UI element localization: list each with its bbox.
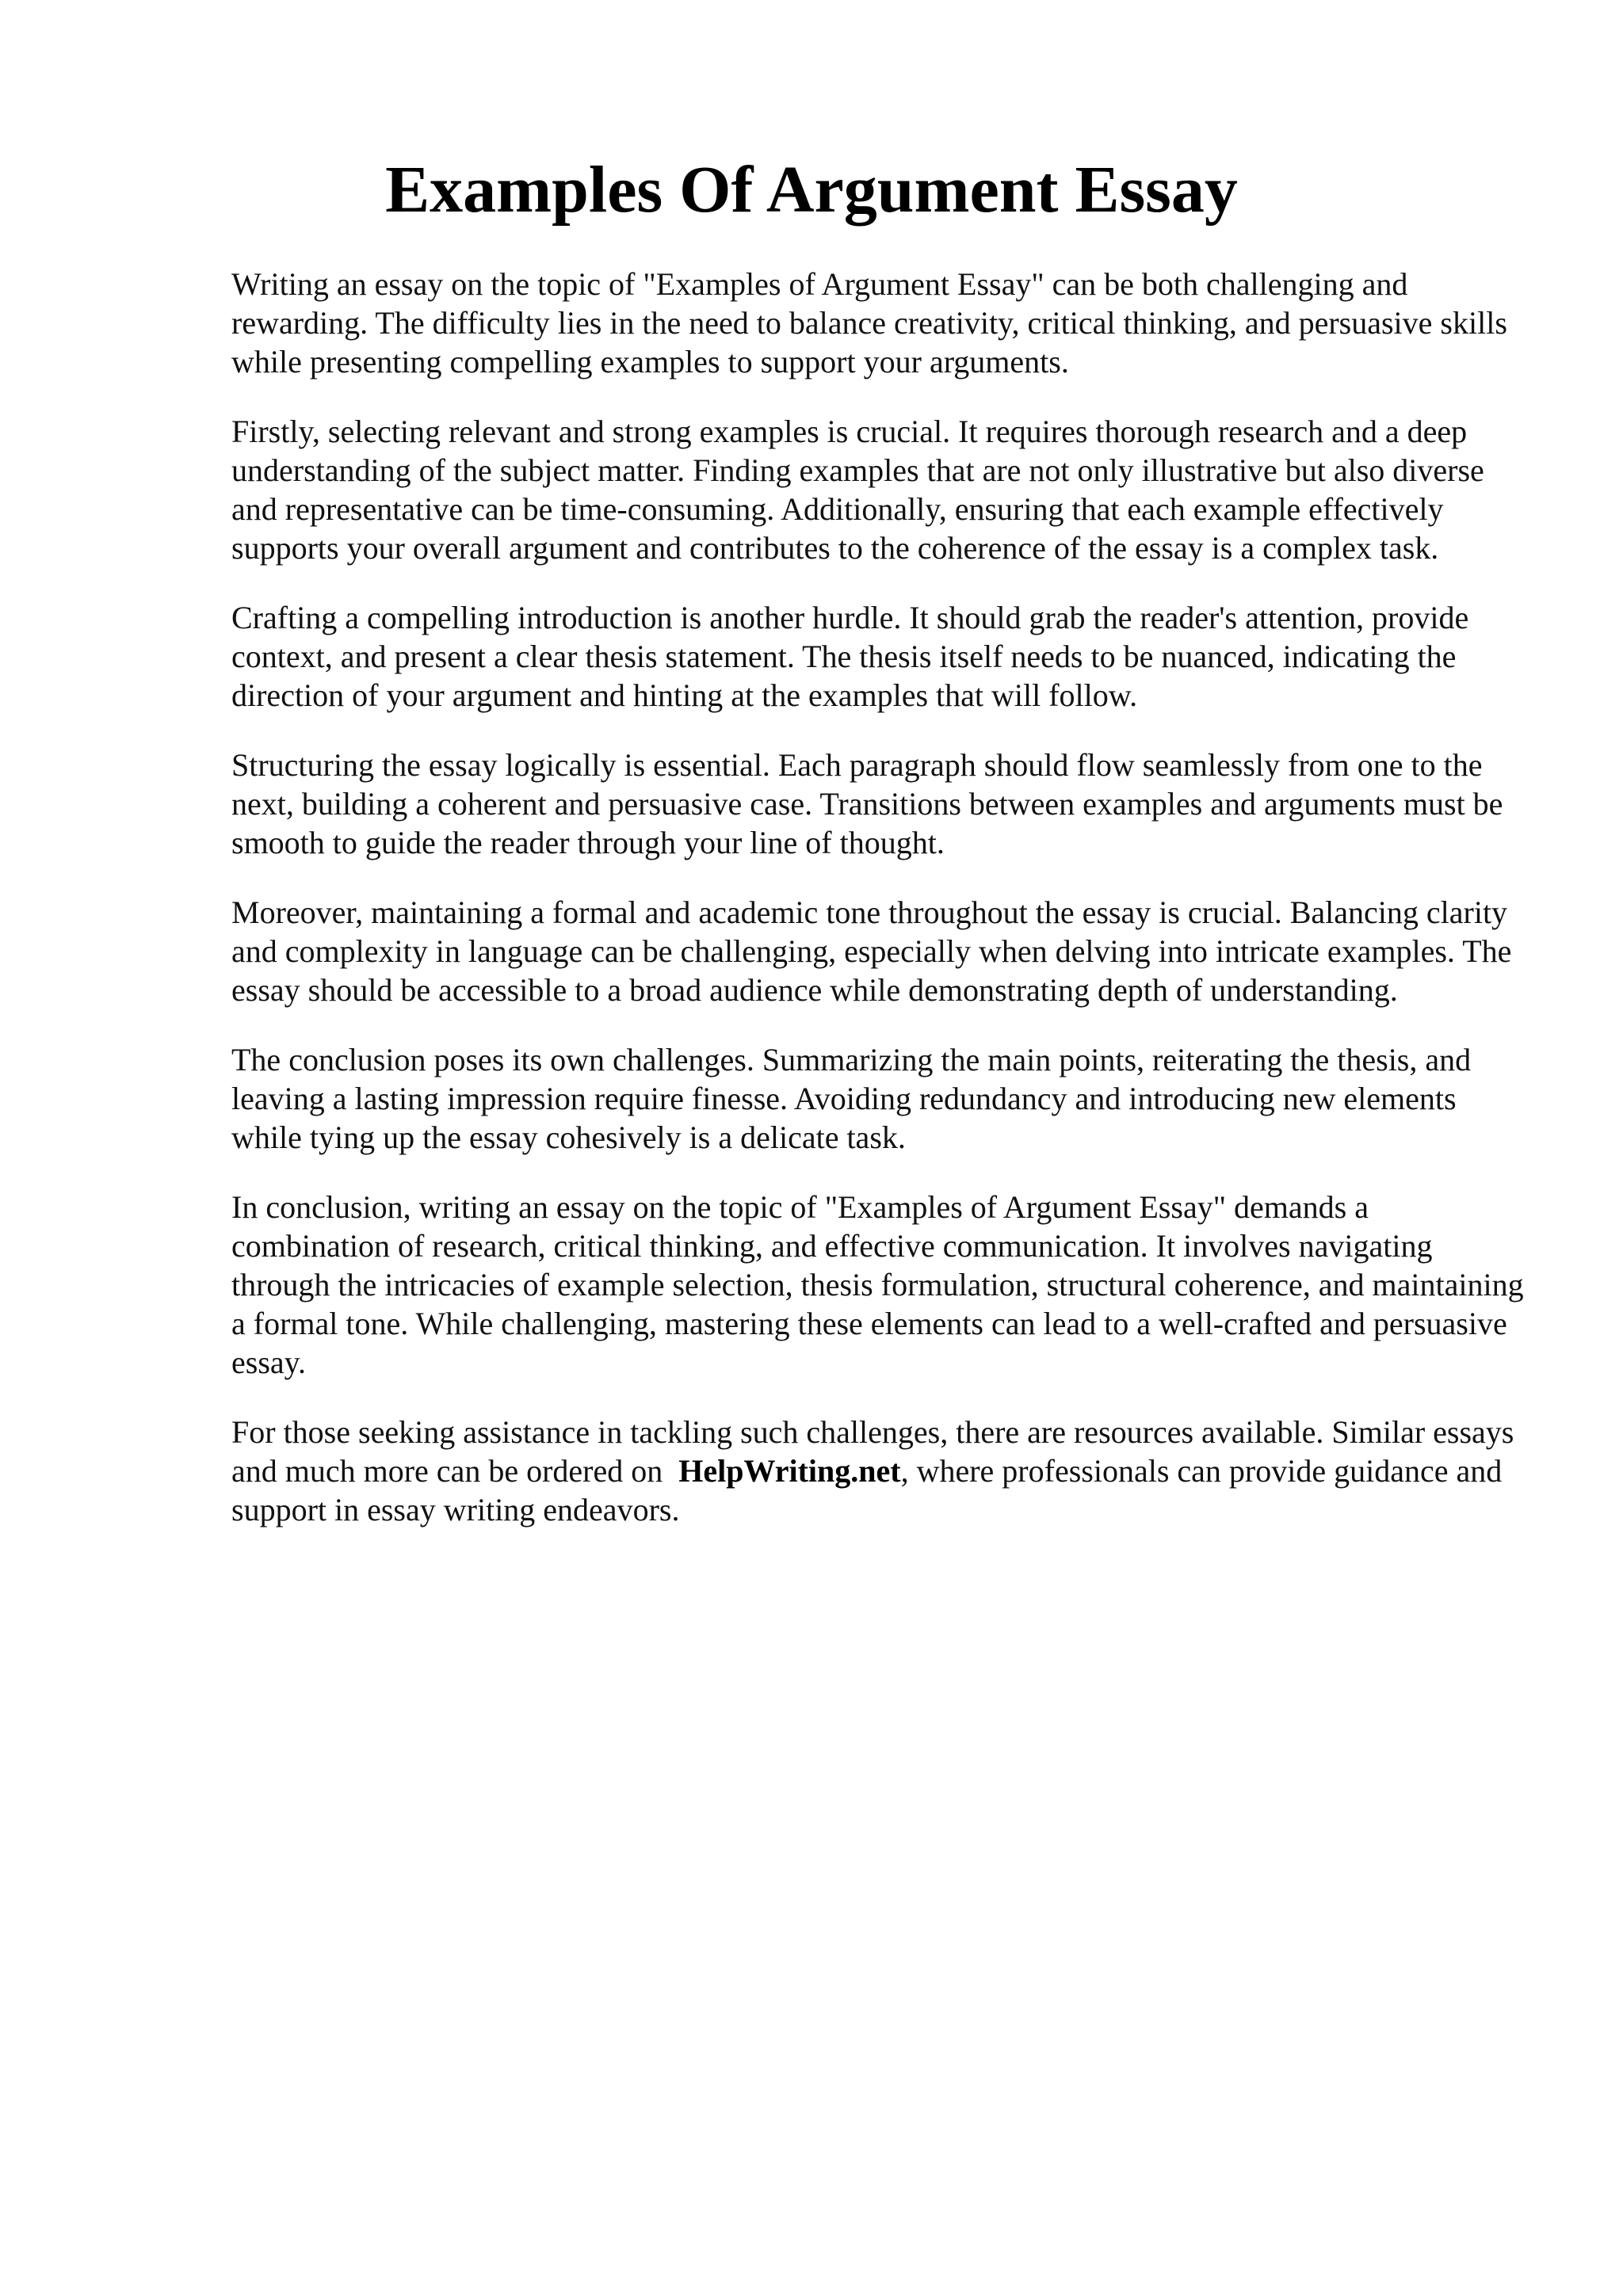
essay-body [231,265,1531,1560]
paragraph-8 [231,1413,1531,1529]
paragraph-3: Crafting a compelling introduction is another hurdle. It should grab the reader's attention, provide context, and present a clear thesis statement. The thesis itself needs to be nuanced, indicating the direction of your argument and hinting at the examples that will follow. [231,600,1469,713]
paragraph-1: Writing an essay on the topic of "Examples of Argument Essay" can be both challenging and rewarding. The difficulty lies in the need to balance creativity, critical thinking, and persuasive skills while presenting compelling examples to support your arguments. [231,266,1507,379]
paragraph-5: Moreover, maintaining a formal and academic tone throughout the essay is crucial. Balancing clarity and complexity in language can be challenging, especially when delving into intricate examples. The essay should be accessible to a broad audience while demonstrating depth of understanding. [231,894,1512,1008]
paragraph-7: In conclusion, writing an essay on the topic of "Examples of Argument Essay" demands a combination of research, critical thinking, and effective communication. It involves navigating through the intricacies of example selection, thesis formulation, structural coherence, and maintaining a formal tone. While challenging, mastering these elements can lead to a well-crafted and persuasive essay. [231,1189,1524,1380]
paragraph-8-lead: For those seeking assistance in tackling such challenges, there are resources available. Similar essays and much more can be ordered on [231,1414,1514,1489]
paragraph-8-tail: , where professionals can provide guidance and support in essay writing endeavors. [231,1453,1503,1527]
page-title: Examples Of Argument Essay [385,153,1238,227]
helpwriting-link[interactable]: HelpWriting.net [678,1453,901,1489]
paragraph-2: Firstly, selecting relevant and strong examples is crucial. It requires thorough research and a deep understanding of the subject matter. Finding examples that are not only illustrative but also diverse and representative can be time-consuming. Additionally, ensuring that each example effectively supports your overall argument and contributes to the coherence of the essay is a complex task. [231,414,1484,566]
paragraph-6: The conclusion poses its own challenges. Summarizing the main points, reiterating the thesis, and leaving a lasting impression require finesse. Avoiding redundancy and introducing new elements while tying up the essay cohesively is a delicate task. [231,1042,1472,1155]
paragraph-4: Structuring the essay logically is essential. Each paragraph should flow seamlessly from one to the next, building a coherent and persuasive case. Transitions between examples and arguments must be smooth to guide the reader through your line of thought. [231,747,1503,860]
